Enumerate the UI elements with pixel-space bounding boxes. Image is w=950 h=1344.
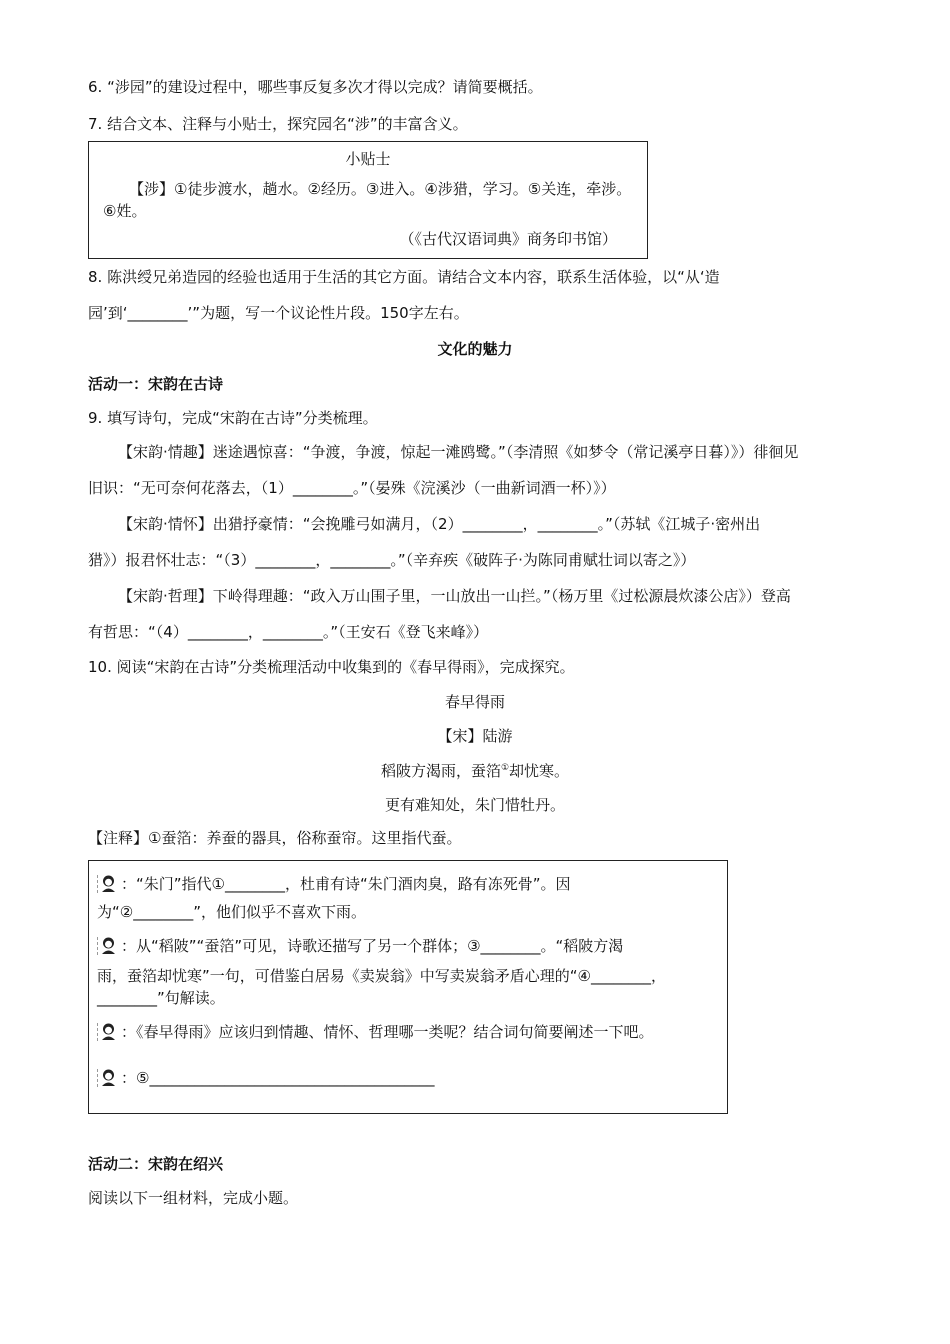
dialog-row-2: ：从“稻陂”“蚕箔”可见，诗歌还描写了另一个群体；③________。“稻陂方渴	[97, 937, 717, 956]
question-8-line-1: 8. 陈洪绶兄弟造园的经验也适用于生活的其它方面。请结合文本内容，联系生活体验，以“从‘造	[88, 268, 720, 286]
section-title: 文化的魅力	[437, 340, 513, 358]
q9-interest-line-1: 【宋韵·情趣】迷途遇惊喜：“争渡，争渡，惊起一滩鸥鹭。”（李清照《如梦令（常记溪亭日暮）》）徘徊见	[118, 443, 799, 461]
q9-interest-line-2: 旧识：“无可奈何花落去，（1）________。”（晏殊《浣溪沙（一曲新词酒一杯）》）	[88, 479, 616, 497]
tip-line-2: ⑥姓。	[103, 202, 147, 220]
activity-1-heading: 活动一：宋韵在古诗	[88, 375, 224, 393]
tip-source: （《古代汉语词典》商务印书馆）	[399, 230, 617, 248]
dialog-box	[88, 860, 728, 1114]
poem-line-1: 稻陂方渴雨，蚕箔①却忧寒。	[380, 762, 570, 780]
dialog-row-2-cont-1: 雨，蚕箔却忧寒”一句，可借鉴白居易《卖炭翁》中写卖炭翁矛盾心理的“④________，	[97, 967, 666, 985]
q9-philosophy-line-2: 有哲思：“（4）________，________。”（王安石《登飞来峰》）	[88, 623, 489, 641]
poem-author: 【宋】陆游	[437, 727, 513, 745]
dialog-row-1-cont: 为“②________”，他们似乎不喜欢下雨。	[97, 903, 366, 921]
tip-box	[88, 141, 648, 259]
student-avatar-icon	[97, 1023, 119, 1041]
tip-line-1: 【涉】①徒步渡水，趟水。②经历。③进入。④涉猎，学习。⑤关连，牵涉。	[129, 180, 632, 198]
q9-feeling-line-2: 猎》）报君怀壮志：“（3）________，________。”（辛弃疾《破阵子·为陈同甫赋壮词以寄之》）	[88, 551, 696, 569]
question-9: 9. 填写诗句，完成“宋韵在古诗”分类梳理。	[88, 409, 378, 427]
question-7: 7. 结合文本、注释与小贴士，探究园名“涉”的丰富含义。	[88, 115, 468, 133]
dialog-row-4: ：⑤______________________________________	[97, 1069, 717, 1088]
student-avatar-icon	[97, 937, 119, 955]
tip-title: 小贴士	[345, 150, 391, 168]
activity-2-heading: 活动二：宋韵在绍兴	[88, 1155, 224, 1173]
student-avatar-icon	[97, 1069, 119, 1087]
instruction-line: 阅读以下一组材料，完成小题。	[88, 1189, 299, 1207]
poem-line-2: 更有难知处，朱门惜牡丹。	[384, 796, 565, 814]
student-avatar-icon	[97, 875, 119, 893]
dialog-row-1: ：“朱门”指代①________，杜甫有诗“朱门酒肉臭，路有冻死骨”。因	[97, 875, 717, 894]
dialog-row-3: ：《春早得雨》应该归到情趣、情怀、哲理哪一类呢？结合词句简要阐述一下吧。	[97, 1023, 717, 1042]
question-8-line-2: 园’到‘________’”为题，写一个议论性片段。150字左右。	[88, 304, 469, 322]
q9-philosophy-line-1: 【宋韵·哲理】下岭得理趣：“政入万山围子里，一山放出一山拦。”（杨万里《过松源晨炊漆公店》）登高	[118, 587, 791, 605]
note-marker: ①	[500, 763, 510, 773]
poem-note: 【注释】①蚕箔：养蚕的器具，俗称蚕帘。这里指代蚕。	[88, 829, 462, 847]
dialog-row-2-cont-2: ________”句解读。	[97, 989, 225, 1007]
poem-title: 春早得雨	[444, 693, 505, 711]
q9-feeling-line-1: 【宋韵·情怀】出猎抒豪情：“会挽雕弓如满月，（2）________，________。”（苏轼《江城子·密州出	[118, 515, 761, 533]
question-10: 10. 阅读“宋韵在古诗”分类梳理活动中收集到的《春早得雨》，完成探究。	[88, 658, 575, 676]
question-6: 6. “涉园”的建设过程中，哪些事反复多次才得以完成？请简要概括。	[88, 78, 543, 96]
